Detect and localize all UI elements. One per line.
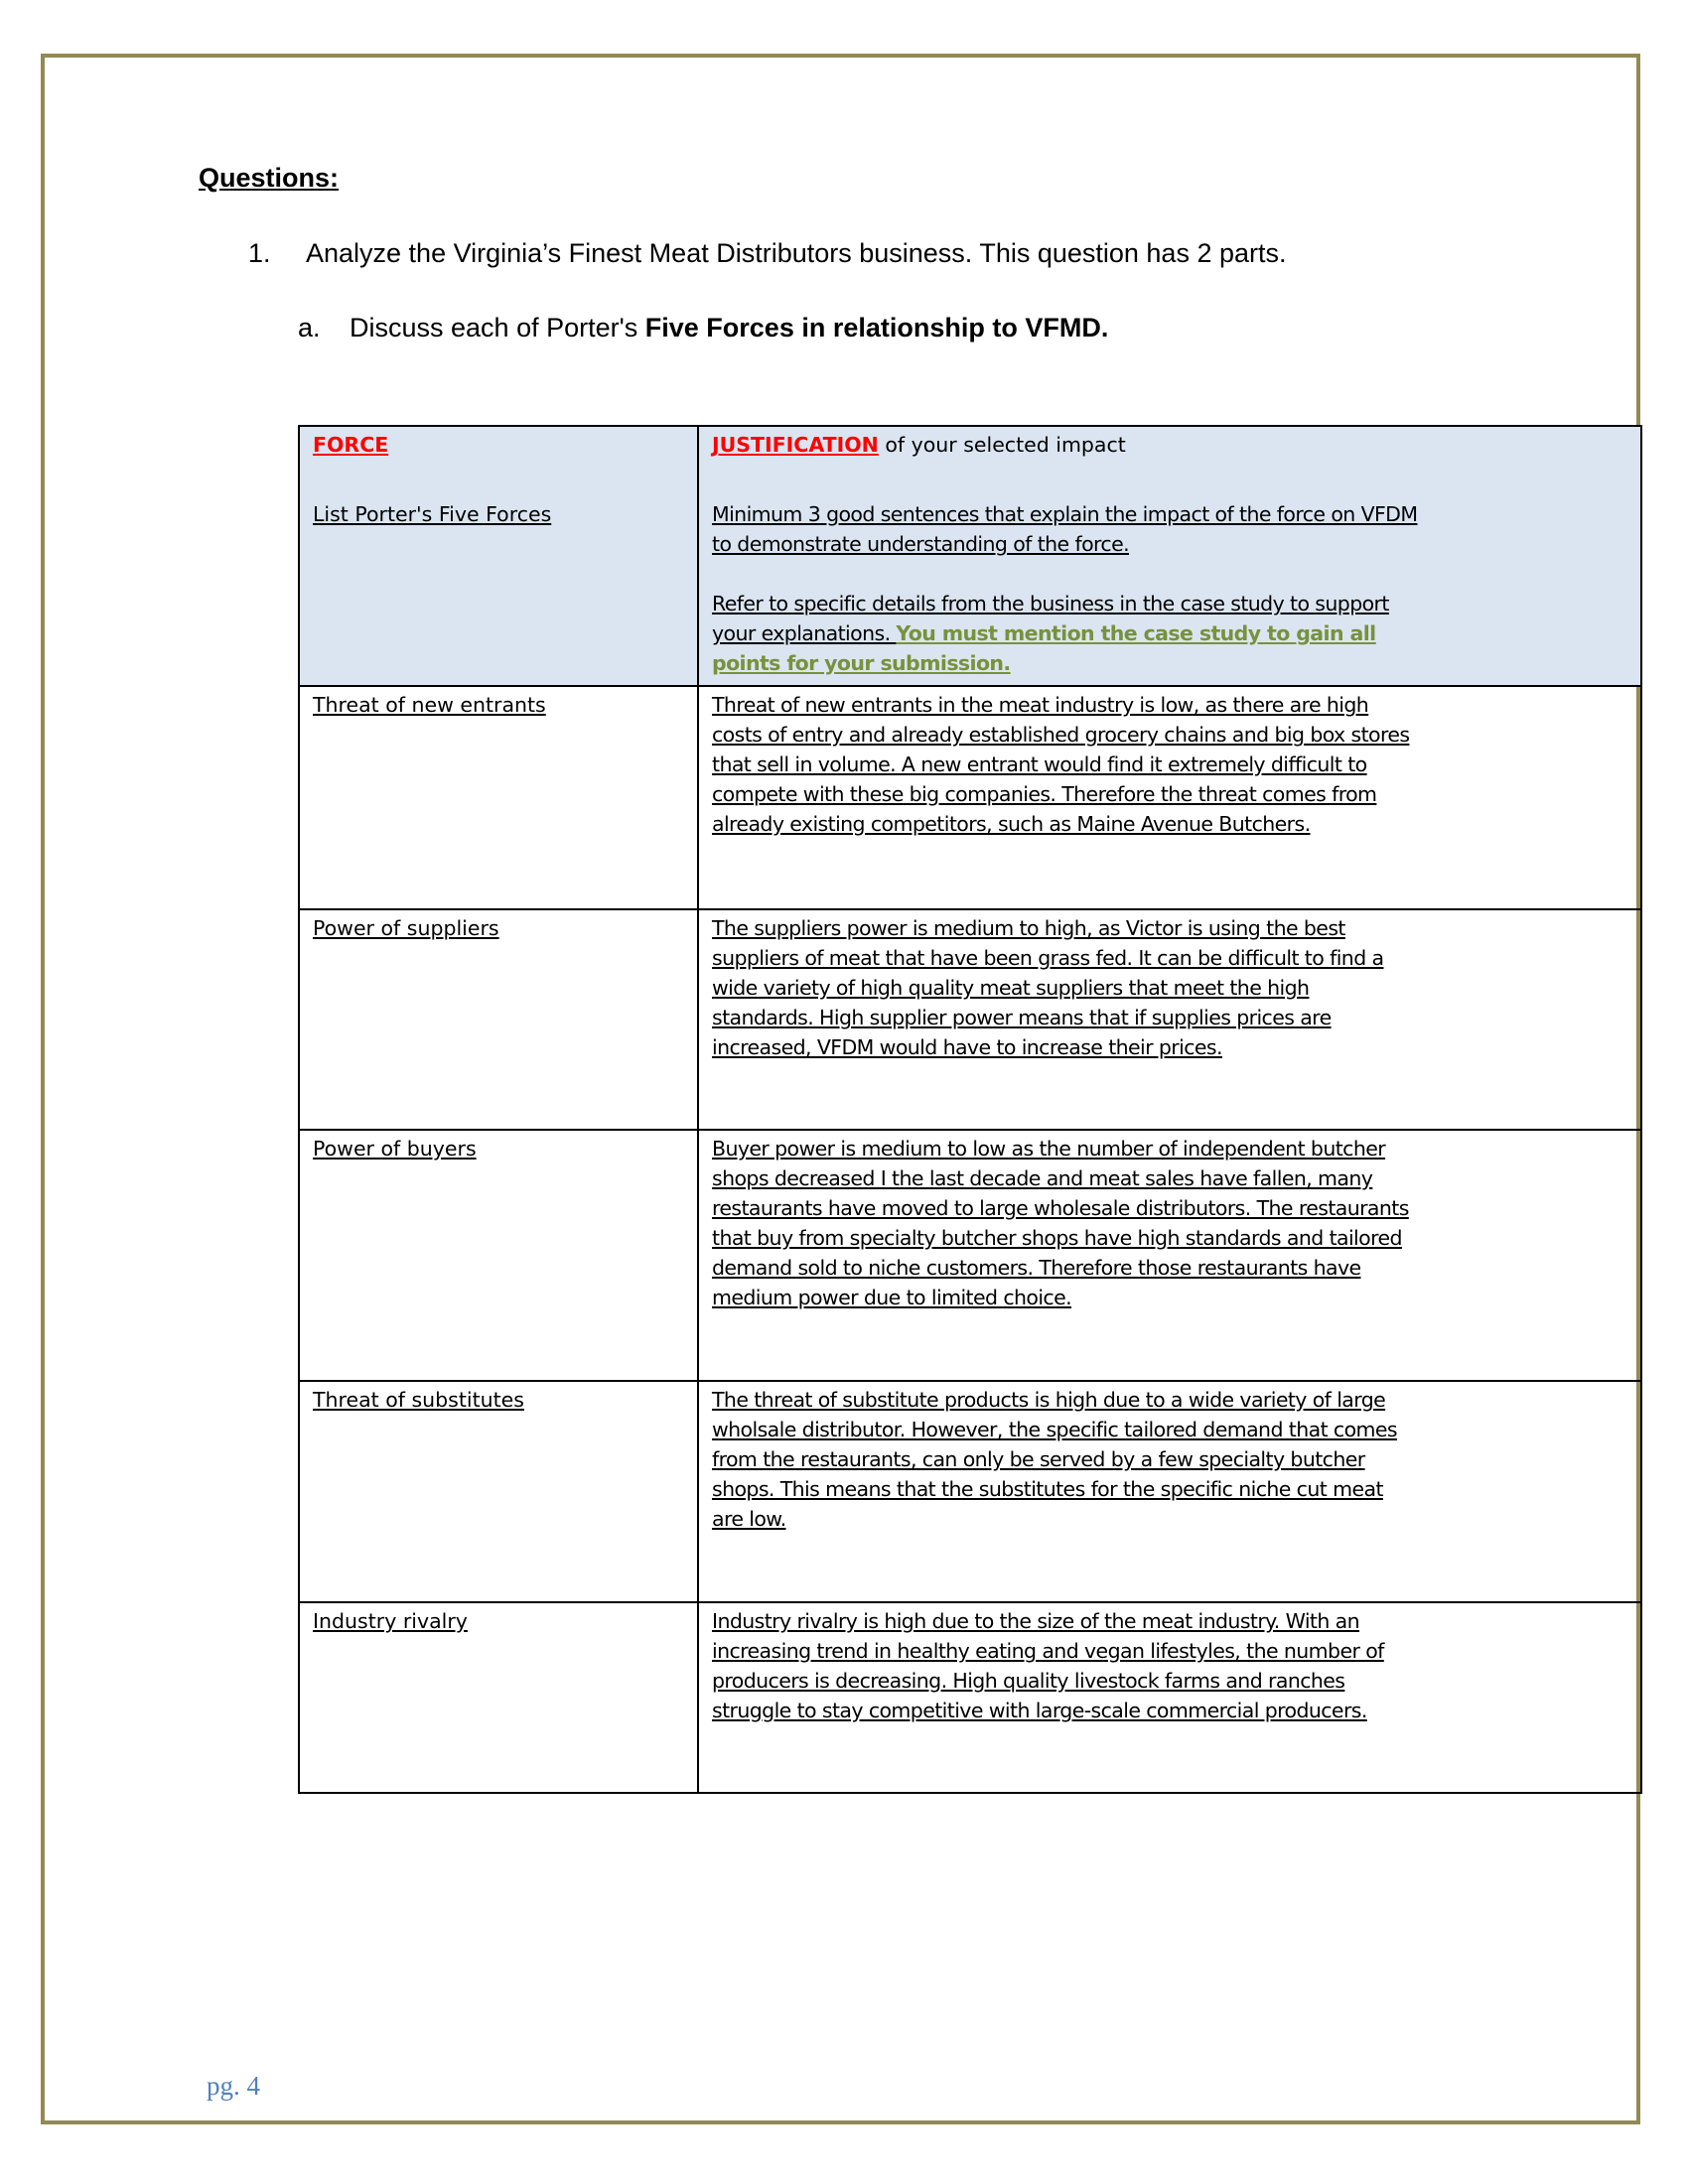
justification-line: that buy from specialty butcher shops have high standards and tailored bbox=[712, 1226, 1402, 1250]
table-row bbox=[299, 909, 1641, 1130]
force-cell bbox=[299, 1130, 698, 1381]
force-name: Threat of new entrants bbox=[313, 693, 546, 717]
justification-line: restaurants have moved to large wholesale distributors. The restaurants bbox=[712, 1196, 1409, 1220]
table-row bbox=[299, 1381, 1641, 1602]
force-name: Industry rivalry bbox=[313, 1609, 468, 1633]
table-row bbox=[299, 1602, 1641, 1793]
justification-line: costs of entry and already established grocery chains and big box stores bbox=[712, 723, 1410, 747]
instruction-line: Minimum 3 good sentences that explain the impact of the force on VFDM bbox=[712, 502, 1418, 526]
justification-line: from the restaurants, can only be served by a few specialty butcher bbox=[712, 1447, 1365, 1471]
justification-line: shops decreased I the last decade and meat sales have fallen, many bbox=[712, 1166, 1373, 1190]
justification-line: medium power due to limited choice. bbox=[712, 1286, 1072, 1309]
force-sublabel: List Porter's Five Forces bbox=[313, 502, 552, 526]
justification-line: The threat of substitute products is high due to a wide variety of large bbox=[712, 1388, 1386, 1412]
five-forces-table bbox=[298, 425, 1642, 1794]
justification-line: demand sold to niche customers. Therefore those restaurants have bbox=[712, 1256, 1361, 1280]
justification-cell bbox=[698, 1130, 1641, 1381]
justification-cell bbox=[698, 909, 1641, 1130]
justification-line: Industry rivalry is high due to the size of the meat industry. With an bbox=[712, 1609, 1360, 1633]
justification-line: struggle to stay competitive with large-scale commercial producers. bbox=[712, 1699, 1367, 1722]
justification-line: that sell in volume. A new entrant would find it extremely difficult to bbox=[712, 752, 1367, 776]
part-letter: a. bbox=[298, 313, 321, 342]
instruction-line bbox=[712, 618, 1627, 648]
justification-line: wholsale distributor. However, the specific tailored demand that comes bbox=[712, 1418, 1398, 1441]
table-row bbox=[299, 1130, 1641, 1381]
part-text-plain: Discuss each of Porter's bbox=[350, 313, 645, 342]
justification-line: producers is decreasing. High quality livestock farms and ranches bbox=[712, 1669, 1345, 1693]
force-name: Threat of substitutes bbox=[313, 1388, 524, 1412]
part-text-bold: Five Forces in relationship to VFMD. bbox=[644, 313, 1109, 342]
instruction-emphasis: points for your submission. bbox=[712, 651, 1011, 675]
question-text: Analyze the Virginia’s Finest Meat Distributors business. This question has 2 parts. bbox=[306, 238, 1287, 268]
justification-cell bbox=[698, 1381, 1641, 1602]
justification-line: The suppliers power is medium to high, as Victor is using the best bbox=[712, 916, 1345, 940]
force-label: FORCE bbox=[313, 433, 389, 457]
justification-line: Threat of new entrants in the meat industry is low, as there are high bbox=[712, 693, 1369, 717]
justification-header-cell bbox=[698, 426, 1641, 686]
force-cell bbox=[299, 1602, 698, 1793]
justification-line: shops. This means that the substitutes for the specific niche cut meat bbox=[712, 1477, 1383, 1501]
instruction-plain: your explanations. bbox=[712, 621, 897, 645]
instruction-line: to demonstrate understanding of the force. bbox=[712, 532, 1130, 556]
justification-line: increasing trend in healthy eating and vegan lifestyles, the number of bbox=[712, 1639, 1384, 1663]
part-text bbox=[350, 313, 1108, 343]
justification-line: standards. High supplier power means that if supplies prices are bbox=[712, 1006, 1332, 1029]
justification-line: suppliers of meat that have been grass fed. It can be difficult to find a bbox=[712, 946, 1384, 970]
justification-line: are low. bbox=[712, 1507, 786, 1531]
table-row bbox=[299, 686, 1641, 909]
justification-label: JUSTIFICATION bbox=[712, 433, 879, 457]
instruction-emphasis: You must mention the case study to gain all bbox=[896, 621, 1376, 645]
force-cell bbox=[299, 909, 698, 1130]
table-header-row bbox=[299, 426, 1641, 686]
questions-heading: Questions: bbox=[199, 163, 340, 193]
justification-line: increased, VFDM would have to increase their prices. bbox=[712, 1035, 1222, 1059]
force-header-cell bbox=[299, 426, 698, 686]
justification-cell bbox=[698, 1602, 1641, 1793]
justification-line: Buyer power is medium to low as the number of independent butcher bbox=[712, 1137, 1386, 1160]
question-number: 1. bbox=[248, 238, 271, 268]
justification-line: already existing competitors, such as Maine Avenue Butchers. bbox=[712, 812, 1311, 836]
instruction-line: Refer to specific details from the business in the case study to support bbox=[712, 592, 1389, 615]
force-name: Power of buyers bbox=[313, 1137, 477, 1160]
justification-cell bbox=[698, 686, 1641, 909]
force-name: Power of suppliers bbox=[313, 916, 499, 940]
justification-suffix: of your selected impact bbox=[878, 433, 1126, 457]
justification-line: wide variety of high quality meat suppliers that meet the high bbox=[712, 976, 1310, 1000]
justification-line: compete with these big companies. Therefore the threat comes from bbox=[712, 782, 1377, 806]
force-cell bbox=[299, 686, 698, 909]
page-number: pg. 4 bbox=[207, 2071, 260, 2101]
force-cell bbox=[299, 1381, 698, 1602]
